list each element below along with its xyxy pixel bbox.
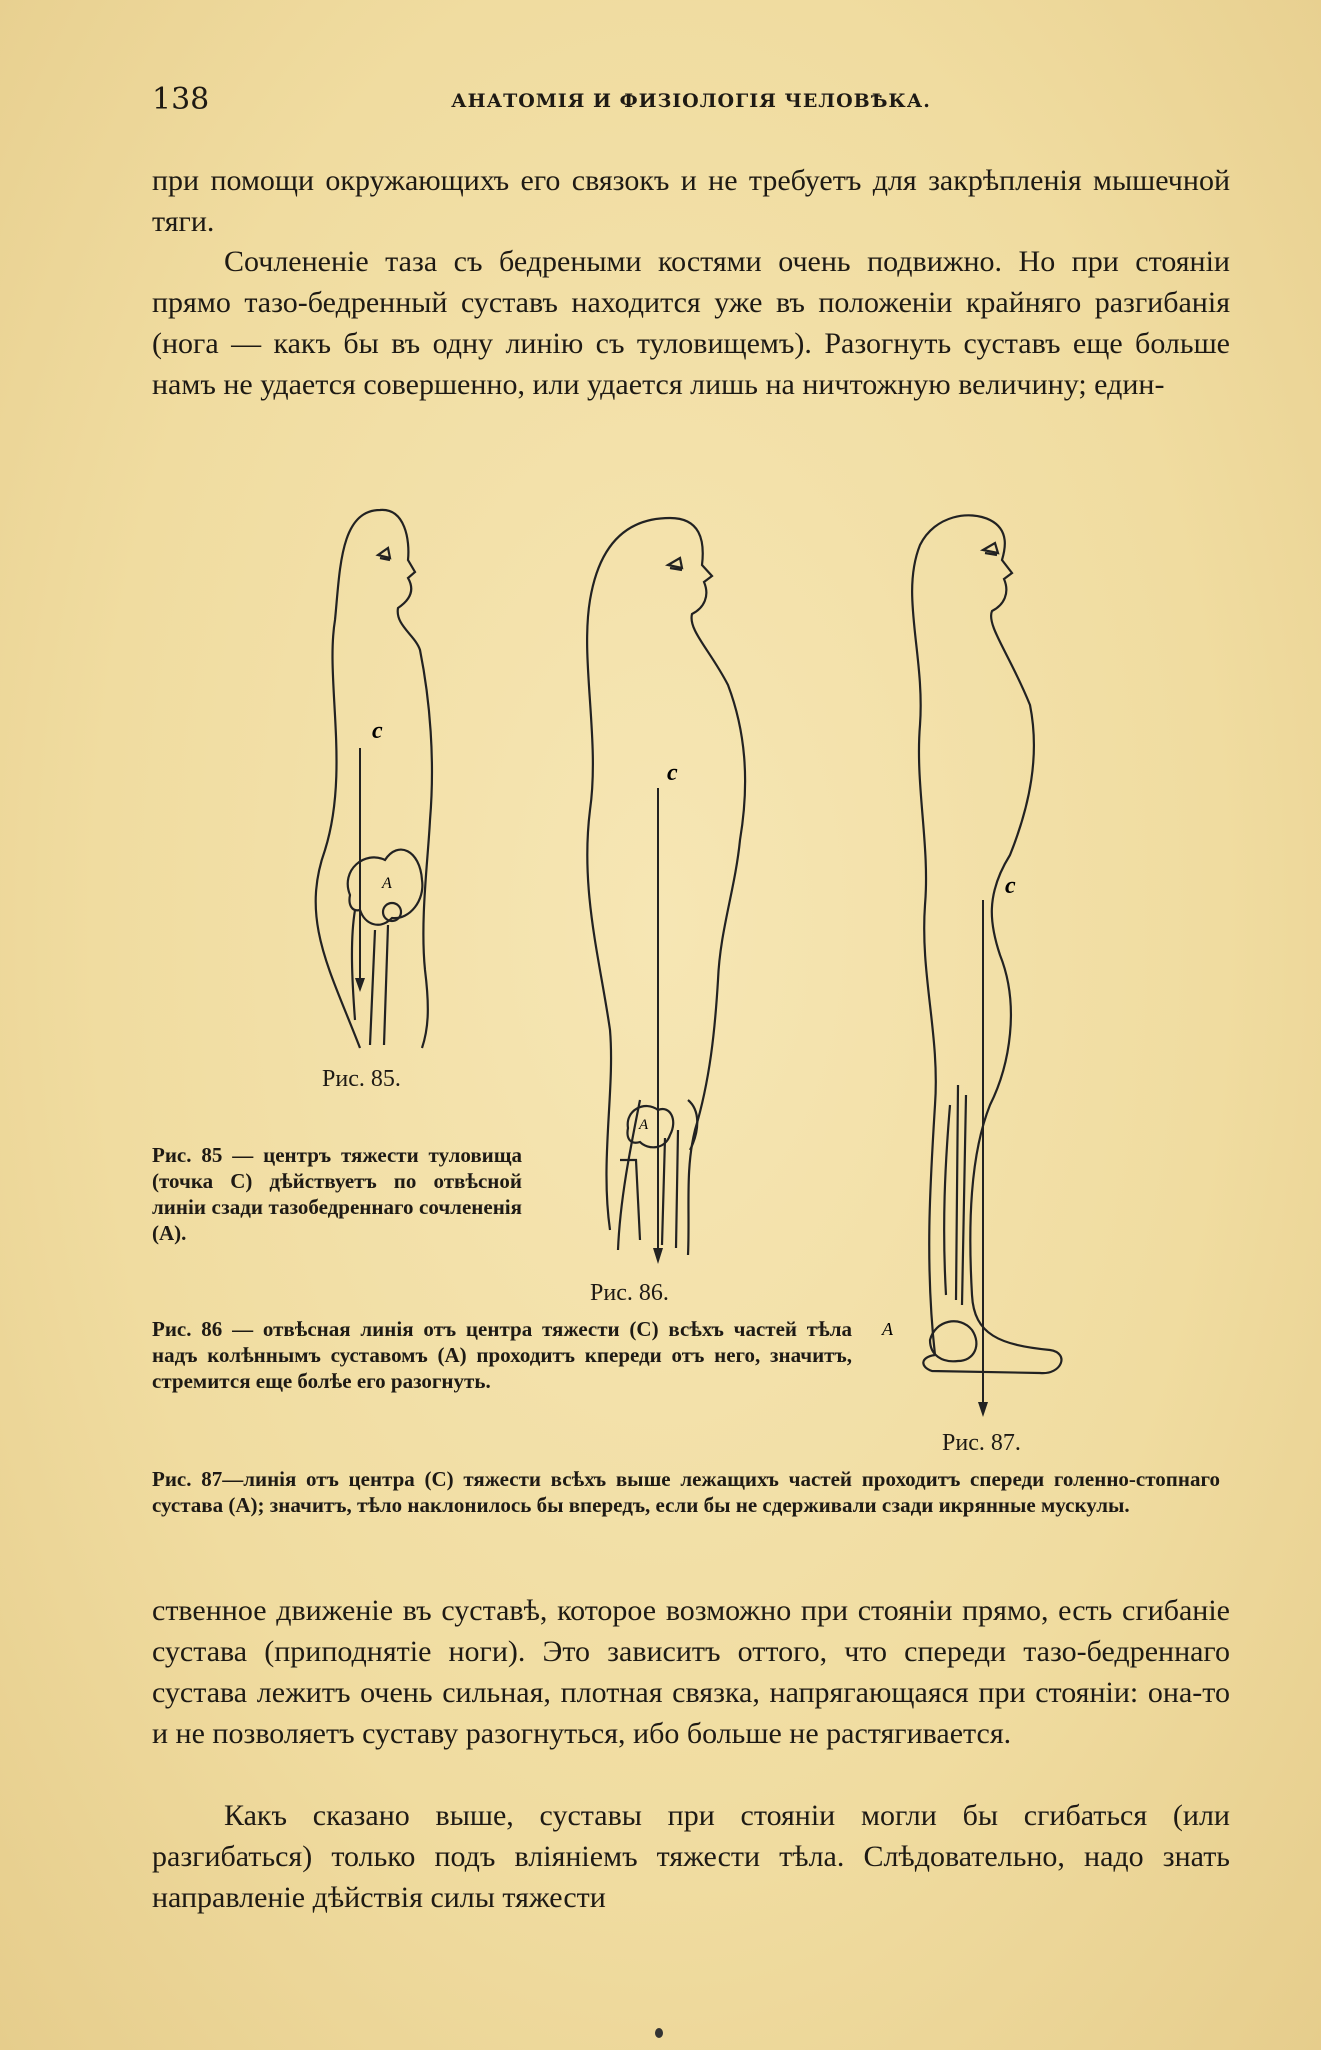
- fig85-point-c: c: [372, 718, 383, 744]
- paragraph-3: ственное движеніе въ суставѣ, которое возможно при стояніи прямо, есть сгибаніе сустава (приподнятіе ноги). Это зависитъ оттого, что спереди тазо-бедреннаго сустава лежитъ очень сильная, плотная связка, напрягающаяся при стояніи: она-то и не позволяетъ суставу разогнуться, ибо больше не растягивается.: [152, 1594, 1230, 1750]
- page-header: [152, 82, 1230, 122]
- figure-87-caption: Рис. 87—линія отъ центра (С) тяжести всѣхъ выше лежащихъ частей проходитъ спереди голенно-стопнаго сустава (А); значитъ, тѣло наклонилось бы впередъ, если бы не сдерживали сзади икрянные мускулы.: [152, 1467, 1220, 1517]
- page-number: 138: [152, 82, 210, 117]
- figure-86-label: Рис. 86.: [590, 1280, 669, 1306]
- figure-87-illustration: [882, 505, 1090, 1425]
- paragraph-2: Сочлененіе таза съ бедреными костями очень подвижно. Но при стояніи прямо тазо-бедренный суставъ находится уже въ положеніи крайняго разгибанія (нога — какъ бы въ одну линію съ туловищемъ). Разогнуть суставъ еще больше намъ не удается совершенно, или удается лишь на ничтожную величину; един-: [152, 245, 1230, 401]
- fig87-point-c: c: [1005, 873, 1016, 899]
- figure-86-caption: Рис. 86 — отвѣсная линія отъ центра тяжести (С) всѣхъ частей тѣла надъ колѣннымъ суставомъ (А) проходитъ кпереди отъ него, значитъ, стремится еще болѣе его разогнуть.: [152, 1317, 852, 1393]
- fig86-point-c: c: [667, 760, 678, 786]
- paragraph-4: Какъ сказано выше, суставы при стояніи могли бы сгибаться (или разгибаться) только подъ вліяніемъ тяжести тѣла. Слѣдовательно, надо знать направленіе дѣйствія силы тяжести: [152, 1799, 1230, 1914]
- figure-85-illustration: [280, 500, 460, 1060]
- figure-87-label: Рис. 87.: [942, 1430, 1021, 1456]
- figure-85-caption: Рис. 85 — центръ тяжести туловища (точка С) дѣйствуетъ по отвѣсной линіи сзади тазобедреннаго сочлененія (А).: [152, 1143, 522, 1245]
- fig87-point-a: A: [882, 1319, 893, 1339]
- paragraph-1: при помощи окружающихъ его связокъ и не требуетъ для закрѣпленія мышечной тяги.: [152, 164, 1230, 238]
- running-title: АНАТОМІЯ И ФИЗІОЛОГІЯ ЧЕЛОВѢКА.: [451, 90, 931, 112]
- figure-85-label: Рис. 85.: [322, 1066, 401, 1092]
- fig85-point-a: A: [382, 875, 392, 892]
- fig86-point-a: A: [639, 1117, 649, 1133]
- ink-speck: [655, 2028, 663, 2038]
- figure-86-illustration: [570, 510, 770, 1270]
